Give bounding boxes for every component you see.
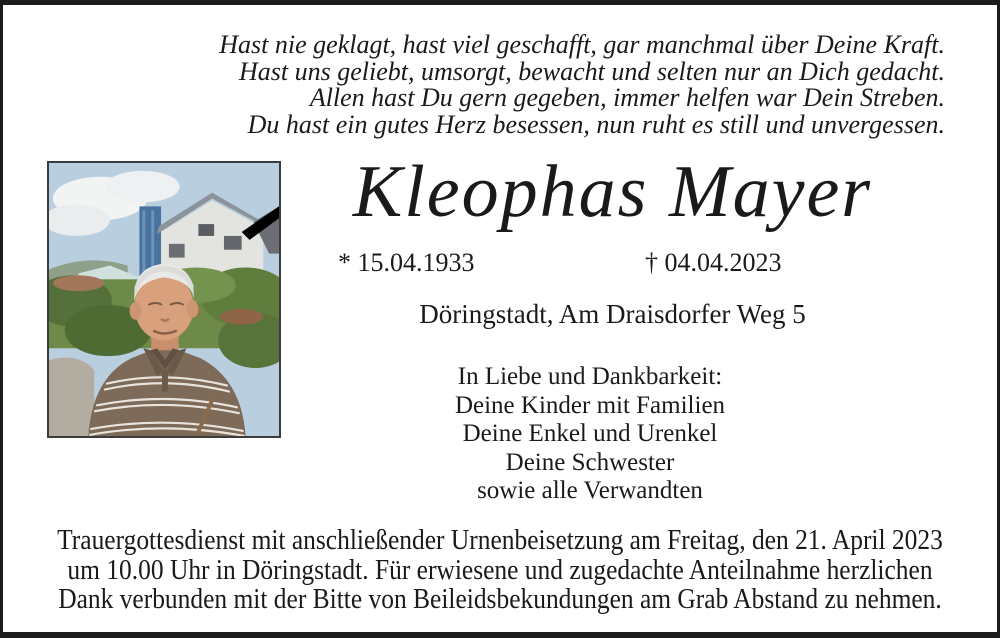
funeral-information <box>0 526 1000 615</box>
mourners-line: Deine Kinder mit Familien <box>454 391 726 419</box>
portrait-photo <box>47 161 281 438</box>
poem-line: Hast uns geliebt, umsorgt, bewacht und selten nur an Dich gedacht. <box>238 56 945 86</box>
mourners-line: sowie alle Verwandten <box>477 477 703 504</box>
mourners-line: In Liebe und Dankbarkeit: <box>457 363 723 390</box>
poem-line: Allen hast Du gern gegeben, immer helfen war Dein Streben. <box>309 83 945 112</box>
mourners-line: Deine Schwester <box>505 448 675 476</box>
mourners-block <box>280 363 900 506</box>
mourners-line: Deine Enkel und Urenkel <box>462 420 718 447</box>
poem-line: Du hast ein gutes Herz besessen, nun ruht es still und unvergessen. <box>247 109 945 139</box>
residence-address: Döringstadt, Am Draisdorfer Weg 5 <box>419 299 806 329</box>
memorial-poem <box>219 32 945 138</box>
death-date: † 04.04.2023 <box>645 248 782 277</box>
deceased-name: Kleophas Mayer <box>352 151 873 233</box>
birth-date: * 15.04.1933 <box>338 248 475 277</box>
funeral-line: Dank verbunden mit der Bitte von Beileidsbekundungen am Grab Abstand zu nehmen. <box>58 584 942 615</box>
funeral-line: Trauergottesdienst mit anschließender Urnenbeisetzung am Freitag, den 21. April 2023 <box>57 525 943 556</box>
funeral-line: um 10.00 Uhr in Döringstadt. Für erwiesene und zugedachte Anteilnahme herzlichen <box>67 554 933 586</box>
poem-line: Hast nie geklagt, hast viel geschafft, gar manchmal über Deine Kraft. <box>219 30 945 59</box>
portrait-photo-illustration <box>49 163 279 436</box>
